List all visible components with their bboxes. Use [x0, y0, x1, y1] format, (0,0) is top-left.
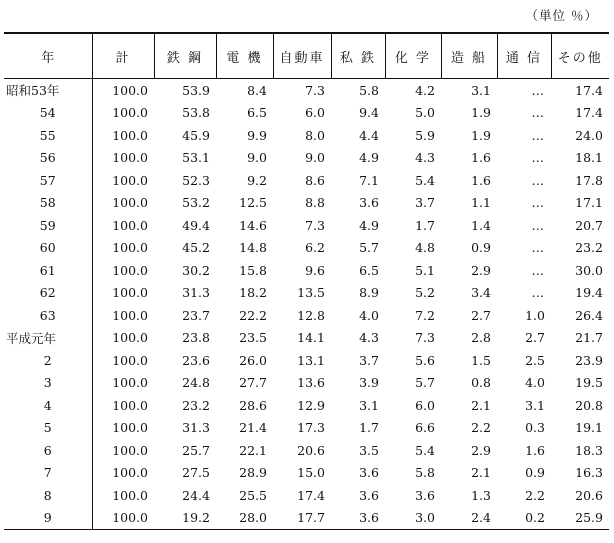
- cell-shipbuilding: 2.7: [471, 307, 491, 323]
- cell-other: 17.1: [575, 195, 603, 211]
- table-row: [4, 124, 609, 147]
- cell-shipbuilding: 1.4: [471, 217, 491, 233]
- cell-chemical: 3.7: [415, 195, 435, 211]
- cell-shipbuilding: 2.9: [471, 442, 491, 458]
- cell-chemical: 4.2: [415, 82, 435, 98]
- table-row: [4, 507, 609, 530]
- cell-electrical: 28.9: [239, 465, 267, 481]
- cell-private-railway: 6.5: [359, 262, 379, 278]
- cell-automobile: 12.8: [297, 307, 325, 323]
- cell-private-railway: 3.6: [359, 195, 379, 211]
- cell-automobile: 17.3: [297, 420, 325, 436]
- cell-automobile: 9.6: [305, 262, 325, 278]
- cell-shipbuilding: 3.1: [471, 82, 491, 98]
- cell-steel: 24.8: [182, 375, 210, 391]
- cell-electrical: 22.1: [239, 442, 267, 458]
- cell-steel: 23.8: [182, 330, 210, 346]
- cell-electrical: 21.4: [239, 420, 267, 436]
- cell-private-railway: 3.7: [359, 352, 379, 368]
- header-shipbuilding: 造 船: [441, 33, 497, 79]
- cell-shipbuilding: 2.2: [471, 420, 491, 436]
- cell-shipbuilding: 1.6: [471, 150, 491, 166]
- cell-telecom: …: [531, 262, 545, 278]
- cell-year: 55: [4, 124, 92, 147]
- cell-other: 17.4: [575, 105, 603, 121]
- cell-chemical: 6.6: [415, 420, 435, 436]
- cell-private-railway: 3.1: [359, 397, 379, 413]
- cell-other: 17.8: [575, 172, 603, 188]
- cell-other: 17.4: [575, 82, 603, 98]
- cell-telecom: 0.3: [525, 420, 545, 436]
- cell-telecom: 2.5: [525, 352, 545, 368]
- cell-automobile: 20.6: [297, 442, 325, 458]
- cell-telecom: 0.9: [525, 465, 545, 481]
- table-row: [4, 79, 609, 102]
- cell-electrical: 9.2: [247, 172, 267, 188]
- cell-automobile: 6.0: [305, 105, 325, 121]
- table-row: [4, 192, 609, 215]
- header-automobile: 自動車: [273, 33, 331, 79]
- cell-steel: 19.2: [154, 507, 216, 530]
- table-body: [4, 79, 609, 530]
- cell-steel: 27.5: [182, 465, 210, 481]
- header-telecom: 通 信: [497, 33, 551, 79]
- cell-shipbuilding: 3.4: [471, 285, 491, 301]
- cell-total: 100.0: [112, 82, 148, 98]
- cell-steel: 53.8: [182, 105, 210, 121]
- cell-total: 100.0: [112, 442, 148, 458]
- cell-shipbuilding: 1.5: [471, 352, 491, 368]
- cell-other: 23.2: [575, 240, 603, 256]
- cell-electrical: 28.6: [239, 397, 267, 413]
- data-table: [4, 32, 609, 530]
- cell-chemical: 5.2: [415, 285, 435, 301]
- cell-total: 100.0: [112, 150, 148, 166]
- cell-shipbuilding: 1.9: [471, 127, 491, 143]
- cell-automobile: 8.0: [305, 127, 325, 143]
- cell-other: 21.7: [575, 330, 603, 346]
- cell-automobile: 9.0: [305, 150, 325, 166]
- cell-telecom: …: [531, 105, 545, 121]
- cell-shipbuilding: 2.1: [471, 397, 491, 413]
- cell-electrical: 27.7: [239, 375, 267, 391]
- cell-automobile: 13.1: [297, 352, 325, 368]
- cell-telecom: …: [531, 150, 545, 166]
- cell-other: 24.0: [575, 127, 603, 143]
- cell-electrical: 28.0: [216, 507, 273, 530]
- cell-shipbuilding: 0.9: [471, 240, 491, 256]
- cell-telecom: 1.6: [525, 442, 545, 458]
- cell-total: 100.0: [112, 307, 148, 323]
- cell-electrical: 14.8: [239, 240, 267, 256]
- cell-automobile: 7.3: [305, 82, 325, 98]
- cell-automobile: 6.2: [305, 240, 325, 256]
- cell-electrical: 26.0: [239, 352, 267, 368]
- cell-other: 25.9: [551, 507, 609, 530]
- table-row: [4, 102, 609, 125]
- cell-year: 61: [4, 259, 92, 282]
- cell-year: 5: [4, 417, 92, 440]
- table-row: [4, 147, 609, 170]
- cell-telecom: 3.1: [525, 397, 545, 413]
- cell-private-railway: 4.9: [359, 150, 379, 166]
- cell-steel: 23.6: [182, 352, 210, 368]
- table-row: [4, 304, 609, 327]
- cell-private-railway: 7.1: [359, 172, 379, 188]
- table-row: [4, 484, 609, 507]
- cell-automobile: 13.6: [297, 375, 325, 391]
- cell-chemical: 4.3: [415, 150, 435, 166]
- cell-private-railway: 3.9: [359, 375, 379, 391]
- cell-chemical: 4.8: [415, 240, 435, 256]
- cell-private-railway: 4.4: [359, 127, 379, 143]
- table-row: [4, 282, 609, 305]
- cell-shipbuilding: 0.8: [471, 375, 491, 391]
- cell-other: 20.8: [575, 397, 603, 413]
- cell-other: 18.1: [575, 150, 603, 166]
- cell-total: 100.0: [112, 420, 148, 436]
- cell-chemical: 5.4: [415, 172, 435, 188]
- cell-electrical: 22.2: [239, 307, 267, 323]
- header-year: 年: [4, 33, 92, 79]
- cell-electrical: 23.5: [239, 330, 267, 346]
- cell-chemical: 1.7: [415, 217, 435, 233]
- cell-other: 18.3: [575, 442, 603, 458]
- cell-steel: 52.3: [182, 172, 210, 188]
- cell-private-railway: 3.5: [359, 442, 379, 458]
- cell-private-railway: 1.7: [359, 420, 379, 436]
- cell-steel: 31.3: [182, 420, 210, 436]
- cell-steel: 24.4: [182, 487, 210, 503]
- cell-telecom: …: [531, 217, 545, 233]
- cell-steel: 45.2: [182, 240, 210, 256]
- cell-year: 7: [4, 462, 92, 485]
- cell-steel: 31.3: [182, 285, 210, 301]
- cell-private-railway: 8.9: [359, 285, 379, 301]
- cell-total: 100.0: [112, 487, 148, 503]
- cell-telecom: …: [531, 285, 545, 301]
- cell-total: 100.0: [112, 285, 148, 301]
- cell-automobile: 13.5: [297, 285, 325, 301]
- cell-shipbuilding: 2.8: [471, 330, 491, 346]
- table-row: [4, 394, 609, 417]
- cell-year: 63: [4, 304, 92, 327]
- cell-total: 100.0: [112, 172, 148, 188]
- cell-year: 59: [4, 214, 92, 237]
- cell-chemical: 3.6: [415, 487, 435, 503]
- cell-total: 100.0: [112, 375, 148, 391]
- cell-year: 4: [4, 394, 92, 417]
- cell-other: 16.3: [575, 465, 603, 481]
- cell-telecom: …: [531, 127, 545, 143]
- cell-shipbuilding: 1.1: [471, 195, 491, 211]
- cell-telecom: …: [531, 82, 545, 98]
- cell-year: 58: [4, 192, 92, 215]
- cell-private-railway: 4.0: [359, 307, 379, 323]
- cell-other: 26.4: [575, 307, 603, 323]
- table-row: [4, 417, 609, 440]
- cell-total: 100.0: [112, 240, 148, 256]
- cell-chemical: 5.0: [415, 105, 435, 121]
- cell-other: 20.6: [575, 487, 603, 503]
- cell-other: 19.1: [575, 420, 603, 436]
- table-row: [4, 349, 609, 372]
- cell-total: 100.0: [112, 217, 148, 233]
- cell-chemical: 5.9: [415, 127, 435, 143]
- cell-year: 昭和53年: [4, 79, 92, 102]
- cell-chemical: 5.1: [415, 262, 435, 278]
- cell-automobile: 15.0: [297, 465, 325, 481]
- cell-total: 100.0: [112, 397, 148, 413]
- cell-steel: 53.2: [182, 195, 210, 211]
- cell-chemical: 7.3: [415, 330, 435, 346]
- cell-telecom: 0.2: [497, 507, 551, 530]
- cell-private-railway: 3.6: [331, 507, 385, 530]
- cell-private-railway: 9.4: [359, 105, 379, 121]
- table-row: [4, 214, 609, 237]
- cell-steel: 25.7: [182, 442, 210, 458]
- cell-shipbuilding: 1.3: [471, 487, 491, 503]
- cell-total: 100.0: [112, 262, 148, 278]
- cell-shipbuilding: 1.9: [471, 105, 491, 121]
- cell-steel: 23.7: [182, 307, 210, 323]
- cell-telecom: 2.2: [525, 487, 545, 503]
- cell-chemical: 6.0: [415, 397, 435, 413]
- unit-note: （単位 ％）: [525, 8, 598, 23]
- cell-total: 100.0: [112, 352, 148, 368]
- cell-year: 60: [4, 237, 92, 260]
- cell-chemical: 5.7: [415, 375, 435, 391]
- table-row: [4, 327, 609, 350]
- table-row: [4, 462, 609, 485]
- cell-total: 100.0: [112, 330, 148, 346]
- cell-year: 平成元年: [4, 327, 92, 350]
- cell-year: 56: [4, 147, 92, 170]
- cell-private-railway: 5.7: [359, 240, 379, 256]
- cell-telecom: …: [531, 240, 545, 256]
- cell-chemical: 7.2: [415, 307, 435, 323]
- cell-chemical: 5.6: [415, 352, 435, 368]
- cell-total: 100.0: [112, 195, 148, 211]
- cell-electrical: 18.2: [239, 285, 267, 301]
- cell-private-railway: 3.6: [359, 487, 379, 503]
- cell-total: 100.0: [112, 105, 148, 121]
- cell-electrical: 14.6: [239, 217, 267, 233]
- table-row: [4, 237, 609, 260]
- header-electrical: 電 機: [216, 33, 273, 79]
- cell-chemical: 3.0: [385, 507, 441, 530]
- cell-automobile: 17.7: [273, 507, 331, 530]
- cell-shipbuilding: 2.4: [441, 507, 497, 530]
- cell-other: 20.7: [575, 217, 603, 233]
- cell-telecom: 1.0: [525, 307, 545, 323]
- cell-telecom: …: [531, 172, 545, 188]
- header-steel: 鉄 鋼: [154, 33, 216, 79]
- cell-private-railway: 4.9: [359, 217, 379, 233]
- cell-electrical: 12.5: [239, 195, 267, 211]
- cell-shipbuilding: 2.9: [471, 262, 491, 278]
- cell-electrical: 9.9: [247, 127, 267, 143]
- cell-automobile: 12.9: [297, 397, 325, 413]
- cell-private-railway: 3.6: [359, 465, 379, 481]
- table-row: [4, 169, 609, 192]
- header-other: その他: [551, 33, 609, 79]
- cell-total: 100.0: [112, 465, 148, 481]
- table-row: [4, 439, 609, 462]
- cell-telecom: 2.7: [525, 330, 545, 346]
- cell-electrical: 25.5: [239, 487, 267, 503]
- cell-shipbuilding: 2.1: [471, 465, 491, 481]
- cell-steel: 23.2: [182, 397, 210, 413]
- cell-private-railway: 5.8: [359, 82, 379, 98]
- cell-automobile: 14.1: [297, 330, 325, 346]
- cell-other: 23.9: [575, 352, 603, 368]
- cell-year: 54: [4, 102, 92, 125]
- cell-automobile: 17.4: [297, 487, 325, 503]
- cell-year: 8: [4, 484, 92, 507]
- cell-other: 19.4: [575, 285, 603, 301]
- cell-other: 30.0: [575, 262, 603, 278]
- cell-total: 100.0: [112, 127, 148, 143]
- table-row: [4, 372, 609, 395]
- cell-electrical: 6.5: [247, 105, 267, 121]
- cell-steel: 45.9: [182, 127, 210, 143]
- cell-year: 9: [4, 507, 92, 530]
- header-total: 計: [92, 33, 154, 79]
- header-row: [4, 33, 609, 79]
- table-row: [4, 259, 609, 282]
- cell-automobile: 7.3: [305, 217, 325, 233]
- cell-year: 2: [4, 349, 92, 372]
- cell-automobile: 8.8: [305, 195, 325, 211]
- cell-chemical: 5.8: [415, 465, 435, 481]
- cell-shipbuilding: 1.6: [471, 172, 491, 188]
- cell-year: 57: [4, 169, 92, 192]
- cell-steel: 49.4: [182, 217, 210, 233]
- cell-steel: 30.2: [182, 262, 210, 278]
- header-private-railway: 私 鉄: [331, 33, 385, 79]
- cell-telecom: 4.0: [525, 375, 545, 391]
- cell-total: 100.0: [92, 507, 154, 530]
- cell-private-railway: 4.3: [359, 330, 379, 346]
- cell-year: 62: [4, 282, 92, 305]
- cell-automobile: 8.6: [305, 172, 325, 188]
- cell-steel: 53.9: [182, 82, 210, 98]
- cell-electrical: 15.8: [239, 262, 267, 278]
- cell-electrical: 8.4: [247, 82, 267, 98]
- cell-year: 3: [4, 372, 92, 395]
- cell-steel: 53.1: [182, 150, 210, 166]
- cell-chemical: 5.4: [415, 442, 435, 458]
- header-chemical: 化 学: [385, 33, 441, 79]
- cell-other: 19.5: [575, 375, 603, 391]
- cell-telecom: …: [531, 195, 545, 211]
- cell-electrical: 9.0: [247, 150, 267, 166]
- cell-year: 6: [4, 439, 92, 462]
